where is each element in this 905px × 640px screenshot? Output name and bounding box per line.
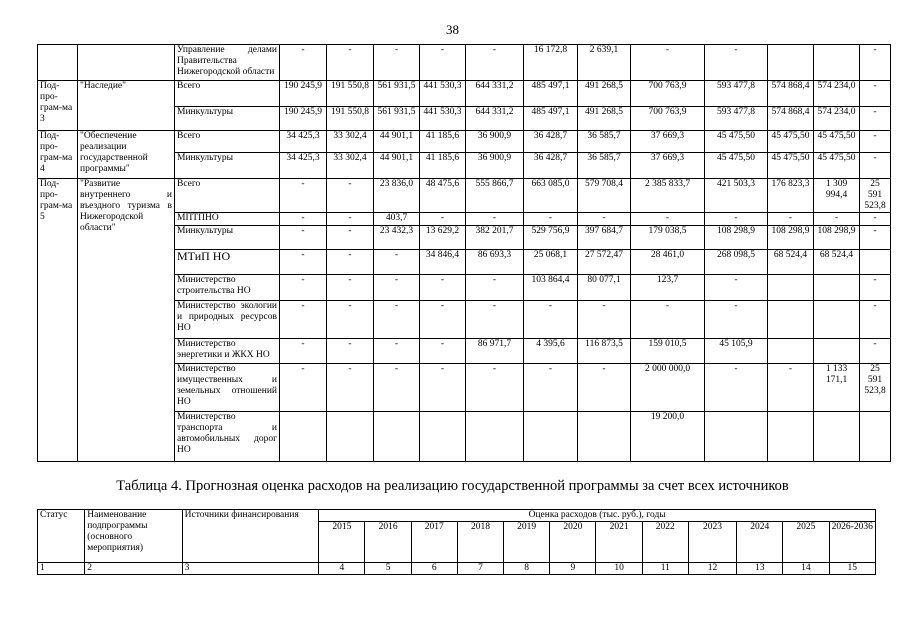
table-cell: 593 477,8 xyxy=(705,107,768,131)
table-cell: 403,7 xyxy=(374,213,420,226)
table-cell: 268 098,5 xyxy=(705,250,768,275)
table-cell: - xyxy=(860,131,891,153)
table-row xyxy=(38,179,891,213)
table-cell: 33 302,4 xyxy=(327,153,374,179)
table-cell: - xyxy=(466,45,524,81)
table-cell: - xyxy=(768,213,814,226)
table-cell xyxy=(38,45,78,81)
table-cell: - xyxy=(860,339,891,364)
table-cell: 28 461,0 xyxy=(631,250,705,275)
table-cell: 36 428,7 xyxy=(524,131,578,153)
year-header: 2022 xyxy=(642,522,688,563)
table-cell: - xyxy=(705,45,768,81)
table-cell: - xyxy=(327,364,374,412)
table-cell: 48 475,6 xyxy=(420,179,466,213)
table-cell: 190 245,9 xyxy=(280,107,327,131)
table-cell: 45 475,50 xyxy=(768,153,814,179)
column-number: 15 xyxy=(829,563,875,575)
table-cell: Под-про-грам-ма 3 xyxy=(38,81,78,131)
table-cell: 555 866,7 xyxy=(466,179,524,213)
table-cell: 86 971,7 xyxy=(466,339,524,364)
table-cell: - xyxy=(860,45,891,81)
table-cell: - xyxy=(578,301,631,339)
table-cell: - xyxy=(420,301,466,339)
table-cell: - xyxy=(280,226,327,250)
table-cell: - xyxy=(705,301,768,339)
table-cell: - xyxy=(280,339,327,364)
table-cell: 116 873,5 xyxy=(578,339,631,364)
table-cell: 23 432,3 xyxy=(374,226,420,250)
table-cell xyxy=(280,412,327,462)
table-cell: - xyxy=(860,213,891,226)
table-cell: 1 309 994,4 xyxy=(814,179,860,213)
column-number: 1 xyxy=(38,563,85,575)
table-cell: 37 669,3 xyxy=(631,131,705,153)
table-cell: - xyxy=(860,81,891,107)
table-cell: Под-про-грам-ма 4 xyxy=(38,131,78,179)
table-cell: - xyxy=(327,250,374,275)
table-cell: 23 836,0 xyxy=(374,179,420,213)
table-cell: - xyxy=(631,301,705,339)
table-cell: - xyxy=(327,213,374,226)
table-cell: 44 901,1 xyxy=(374,131,420,153)
table-cell xyxy=(860,250,891,275)
table-cell xyxy=(466,412,524,462)
column-number: 14 xyxy=(783,563,829,575)
table-cell: - xyxy=(768,364,814,412)
table-cell: 644 331,2 xyxy=(466,107,524,131)
table-cell: 574 868,4 xyxy=(768,81,814,107)
table-cell: - xyxy=(374,364,420,412)
table-cell: 19 200,0 xyxy=(631,412,705,462)
table-cell xyxy=(327,412,374,462)
table-cell: - xyxy=(860,107,891,131)
table-cell: - xyxy=(327,45,374,81)
table-cell: - xyxy=(420,364,466,412)
column-number: 11 xyxy=(642,563,688,575)
year-header: 2017 xyxy=(411,522,457,563)
header-cost-estimate: Оценка расходов (тыс. руб.), годы xyxy=(319,510,876,522)
table-cell: - xyxy=(280,250,327,275)
table-cell: 41 185,6 xyxy=(420,153,466,179)
table-cell: - xyxy=(280,45,327,81)
column-number: 12 xyxy=(688,563,736,575)
table-cell: 25 591 523,8 xyxy=(860,179,891,213)
table-cell xyxy=(420,412,466,462)
table-cell: 36 585,7 xyxy=(578,153,631,179)
table-cell: 179 038,5 xyxy=(631,226,705,250)
table-cell: 4 395,6 xyxy=(524,339,578,364)
table-cell: 491 268,5 xyxy=(578,107,631,131)
table-cell: 644 331,2 xyxy=(466,81,524,107)
table-cell: Минкультуры xyxy=(175,226,280,250)
table-cell: 108 298,9 xyxy=(768,226,814,250)
table-cell: - xyxy=(420,213,466,226)
table-cell: 191 550,8 xyxy=(327,81,374,107)
table-cell: 2 639,1 xyxy=(578,45,631,81)
budget-table-body xyxy=(38,45,891,462)
table-cell: "Обеспечение реализации государственной программы" xyxy=(78,131,175,179)
year-header: 2016 xyxy=(365,522,411,563)
table-cell: 579 708,4 xyxy=(578,179,631,213)
year-header: 2026-2036 xyxy=(829,522,875,563)
table-cell xyxy=(768,45,814,81)
budget-table-continued xyxy=(37,44,891,462)
table-cell: 41 185,6 xyxy=(420,131,466,153)
year-header: 2020 xyxy=(550,522,596,563)
column-number: 3 xyxy=(182,563,319,575)
table-cell: 103 864,4 xyxy=(524,275,578,301)
table-cell: - xyxy=(524,213,578,226)
table-cell: 36 900,9 xyxy=(466,131,524,153)
year-header: 2025 xyxy=(783,522,829,563)
table-cell: - xyxy=(860,301,891,339)
year-header: 2024 xyxy=(737,522,783,563)
column-number: 8 xyxy=(504,563,550,575)
table-cell xyxy=(705,412,768,462)
table-cell: Всего xyxy=(175,131,280,153)
table-cell: Минкультуры xyxy=(175,153,280,179)
table-cell: - xyxy=(524,364,578,412)
table-cell: 700 763,9 xyxy=(631,107,705,131)
table-cell: 25 068,1 xyxy=(524,250,578,275)
table-cell: - xyxy=(524,301,578,339)
table-row xyxy=(38,131,891,153)
table-cell: "Развитие внутреннего и въездного туризма в Нижегородской области" xyxy=(78,179,175,462)
table-cell: - xyxy=(374,45,420,81)
table-cell: 45 475,50 xyxy=(814,131,860,153)
table-cell: 25 591 523,8 xyxy=(860,364,891,412)
table-cell: Управление делами Правительства Нижегородской области xyxy=(175,45,280,81)
table-cell: - xyxy=(578,213,631,226)
table-cell: - xyxy=(327,179,374,213)
table-cell: Министерство энергетики и ЖКХ НО xyxy=(175,339,280,364)
table-cell: - xyxy=(327,275,374,301)
table-cell: - xyxy=(466,275,524,301)
forecast-table-header xyxy=(37,509,876,575)
table-cell: - xyxy=(814,213,860,226)
table-cell: 80 077,1 xyxy=(578,275,631,301)
table-cell xyxy=(768,412,814,462)
table-4-caption: Таблица 4. Прогнозная оценка расходов на реализацию государственной программы за счет всех источников xyxy=(116,478,789,494)
table-cell: 68 524,4 xyxy=(814,250,860,275)
table-cell: - xyxy=(420,339,466,364)
table-cell xyxy=(814,301,860,339)
table-cell: Министерство транспорта и автомобильных дорог НО xyxy=(175,412,280,462)
table-cell: 700 763,9 xyxy=(631,81,705,107)
table-cell: - xyxy=(327,339,374,364)
table-cell: 574 234,0 xyxy=(814,81,860,107)
table-cell: - xyxy=(327,226,374,250)
year-header: 2023 xyxy=(688,522,736,563)
table-cell: 27 572,47 xyxy=(578,250,631,275)
table-cell: Минкультуры xyxy=(175,107,280,131)
table-cell xyxy=(814,275,860,301)
table-cell: 191 550,8 xyxy=(327,107,374,131)
table-cell: 663 085,0 xyxy=(524,179,578,213)
table-cell: 491 268,5 xyxy=(578,81,631,107)
table-cell: - xyxy=(705,275,768,301)
table-cell: 45 105,9 xyxy=(705,339,768,364)
table-cell: - xyxy=(280,275,327,301)
table-cell: 68 524,4 xyxy=(768,250,814,275)
table-cell: 190 245,9 xyxy=(280,81,327,107)
table-cell: - xyxy=(327,301,374,339)
table-cell: - xyxy=(280,364,327,412)
table-cell: 2 000 000,0 xyxy=(631,364,705,412)
table-cell: Всего xyxy=(175,81,280,107)
column-number: 5 xyxy=(365,563,411,575)
table-cell: 441 530,3 xyxy=(420,107,466,131)
table-cell: 593 477,8 xyxy=(705,81,768,107)
table-row xyxy=(38,81,891,107)
table-cell: 45 475,50 xyxy=(705,153,768,179)
table-cell: "Наследие" xyxy=(78,81,175,131)
table-cell: 86 693,3 xyxy=(466,250,524,275)
table-cell: - xyxy=(860,226,891,250)
table-cell: 485 497,1 xyxy=(524,107,578,131)
year-header: 2015 xyxy=(319,522,365,563)
table-cell: - xyxy=(631,213,705,226)
table-cell xyxy=(524,412,578,462)
table-cell: 45 475,50 xyxy=(705,131,768,153)
table-cell: 45 475,50 xyxy=(814,153,860,179)
header-subprogram-name: Наименование подпрограммы (основного мероприятия) xyxy=(85,510,182,563)
table-cell: 44 901,1 xyxy=(374,153,420,179)
table-cell: 2 385 833,7 xyxy=(631,179,705,213)
table-cell xyxy=(814,339,860,364)
table-row xyxy=(38,45,891,81)
table-cell: - xyxy=(578,364,631,412)
year-header: 2019 xyxy=(504,522,550,563)
table-cell: 36 900,9 xyxy=(466,153,524,179)
year-header: 2021 xyxy=(596,522,642,563)
table-cell: 561 931,5 xyxy=(374,81,420,107)
table-cell: 485 497,1 xyxy=(524,81,578,107)
column-number: 4 xyxy=(319,563,365,575)
column-number: 13 xyxy=(737,563,783,575)
table-cell: 34 425,3 xyxy=(280,131,327,153)
table-cell: 16 172,8 xyxy=(524,45,578,81)
table-cell: 123,7 xyxy=(631,275,705,301)
table-cell: - xyxy=(280,179,327,213)
table-cell: - xyxy=(374,301,420,339)
year-header: 2018 xyxy=(457,522,503,563)
table-cell: Министерство экологии и природных ресурсов НО xyxy=(175,301,280,339)
column-numbers-row xyxy=(38,563,876,575)
table-cell: МПТПНО xyxy=(175,213,280,226)
table-cell: - xyxy=(860,275,891,301)
column-number: 6 xyxy=(411,563,457,575)
table-cell: Министерство строительства НО xyxy=(175,275,280,301)
table-cell: - xyxy=(631,45,705,81)
table-cell: 574 868,4 xyxy=(768,107,814,131)
table-cell: 36 428,7 xyxy=(524,153,578,179)
table-cell xyxy=(814,45,860,81)
table-cell: 34 846,4 xyxy=(420,250,466,275)
table-cell: - xyxy=(466,213,524,226)
table-cell: 561 931,5 xyxy=(374,107,420,131)
table-cell: 382 201,7 xyxy=(466,226,524,250)
table-cell: Под-про-грам-ма 5 xyxy=(38,179,78,462)
table-cell: - xyxy=(860,153,891,179)
table-cell: 13 629,2 xyxy=(420,226,466,250)
table-cell: 176 823,3 xyxy=(768,179,814,213)
table-cell: Министерство имущественных и земельных отношений НО xyxy=(175,364,280,412)
table-cell xyxy=(768,275,814,301)
column-number: 9 xyxy=(550,563,596,575)
table-cell xyxy=(374,412,420,462)
table-cell: - xyxy=(466,301,524,339)
table-cell: - xyxy=(280,301,327,339)
table-cell: 1 133 171,1 xyxy=(814,364,860,412)
table-cell: 45 475,50 xyxy=(768,131,814,153)
table-cell: 574 234,0 xyxy=(814,107,860,131)
table-cell: 397 684,7 xyxy=(578,226,631,250)
table-cell xyxy=(768,301,814,339)
column-number: 2 xyxy=(85,563,182,575)
table-cell: Всего xyxy=(175,179,280,213)
table-cell: - xyxy=(374,275,420,301)
table-cell: 529 756,9 xyxy=(524,226,578,250)
table-cell: 421 503,3 xyxy=(705,179,768,213)
table-cell xyxy=(78,45,175,81)
table-cell: МТиП НО xyxy=(175,250,280,275)
table-cell xyxy=(860,412,891,462)
table-cell: 33 302,4 xyxy=(327,131,374,153)
column-number: 7 xyxy=(457,563,503,575)
table-cell: - xyxy=(420,275,466,301)
table-cell: 34 425,3 xyxy=(280,153,327,179)
page-number: 38 xyxy=(446,22,459,37)
header-funding-sources: Источники финансирования xyxy=(182,510,319,563)
column-number: 10 xyxy=(596,563,642,575)
table-cell: 441 530,3 xyxy=(420,81,466,107)
table-cell: - xyxy=(280,213,327,226)
table-cell: 36 585,7 xyxy=(578,131,631,153)
table-cell xyxy=(578,412,631,462)
table-cell: 108 298,9 xyxy=(705,226,768,250)
header-status: Статус xyxy=(38,510,85,563)
table-cell xyxy=(814,412,860,462)
table-cell: - xyxy=(466,364,524,412)
table-cell: - xyxy=(374,339,420,364)
table-cell: 159 010,5 xyxy=(631,339,705,364)
table-cell: - xyxy=(420,45,466,81)
table-cell: - xyxy=(374,250,420,275)
table-cell xyxy=(768,339,814,364)
table-cell: 108 298,9 xyxy=(814,226,860,250)
table-cell: - xyxy=(705,213,768,226)
table-cell: - xyxy=(705,364,768,412)
table-cell: 37 669,3 xyxy=(631,153,705,179)
